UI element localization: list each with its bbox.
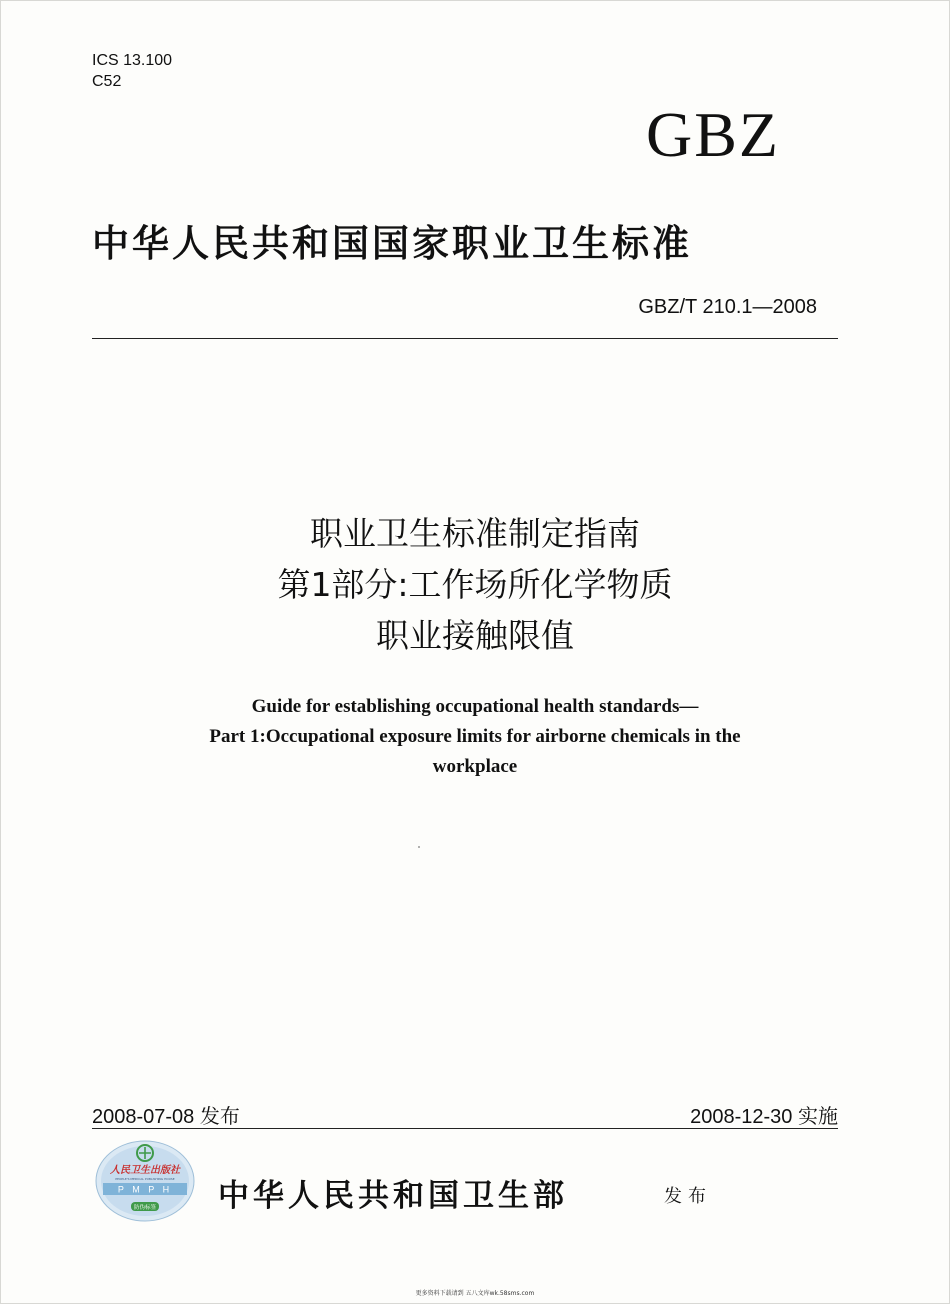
ics-code: ICS 13.100 [92,52,173,69]
title-cn-line-3: 职业接触限值 [376,616,574,655]
publisher-seal-icon [95,1140,195,1222]
publish-label: 发布 [664,1186,712,1207]
gbz-logo: GBZ [646,99,780,170]
title-chinese [0,508,950,661]
title-en-line-1: Guide for establishing occupational health standards— [251,696,699,717]
title-en-line-2: Part 1:Occupational exposure limits for airborne chemicals in the [209,726,741,747]
standard-category: 中华人民共和国国家职业卫生标准 [92,222,692,265]
footer-note: 更多资料下载请到 五八文库wk.58sms.com [415,1290,535,1297]
title-english [60,692,890,782]
svg-text:防伪标签: 防伪标签 [133,1205,157,1211]
speck [418,846,420,848]
svg-text:PEOPLE'S MEDICAL PUBLISHING HO: PEOPLE'S MEDICAL PUBLISHING HOUSE [115,1177,175,1181]
effective-date: 2008-12-30 实施 [690,1106,838,1128]
title-en-line-3: workplace [432,756,518,777]
ccs-code: C52 [92,73,122,90]
top-divider [92,338,838,339]
title-cn-line-2: 第1部分:工作场所化学物质 [277,565,673,604]
issue-date: 2008-07-08 发布 [92,1106,240,1128]
svg-text:人民卫生出版社: 人民卫生出版社 [110,1165,180,1176]
svg-text:P M P H: P M P H [117,1184,173,1195]
classification-codes [92,50,172,92]
publisher-name: 中华人民共和国卫生部 [218,1178,568,1214]
bottom-divider [92,1128,838,1129]
title-cn-line-1: 职业卫生标准制定指南 [310,514,640,553]
standard-number: GBZ/T 210.1—2008 [638,296,817,318]
